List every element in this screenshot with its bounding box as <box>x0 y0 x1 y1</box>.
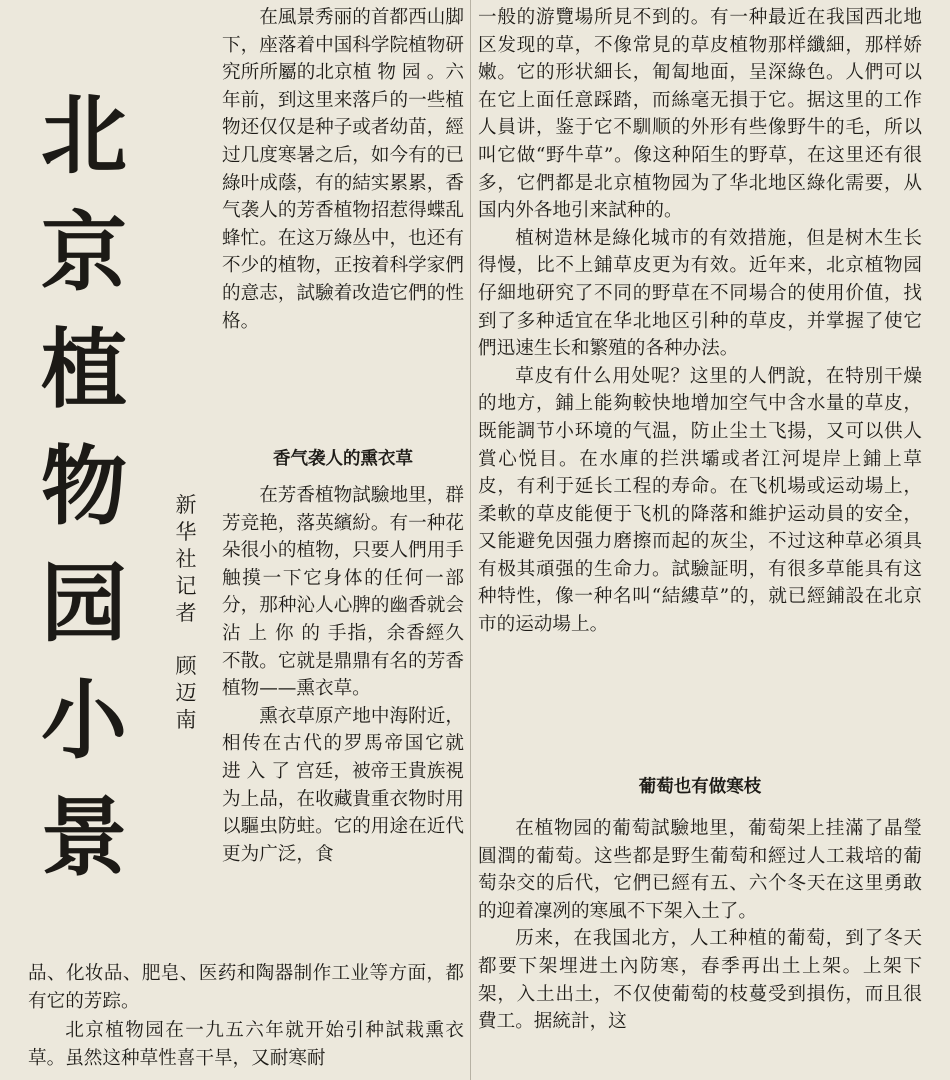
grapes-heading: 葡萄也有做寒枝 <box>638 777 762 797</box>
lavender-paragraph: 在芳香植物試驗地里，群芳竞艳，落英繽紛。有一种花朵很小的植物，只要人們用手触摸一下它身体的任何一部分，那种沁人心脾的幽香就会沾 上 你 的 手指，余香經久不散。它就是鼎鼎有名的芳香植物——熏衣草。 <box>222 485 464 700</box>
intro-paragraph: 在風景秀丽的首都西山脚下，座落着中国科学院植物研究所所屬的北京植 物 园 。六年前，到这里来落戶的一些植物还仅仅是种子或者幼苗，經过几度寒暑之后，如今有的已綠叶成蔭，有的結实累累，香气袭人的芳香植物招惹得蝶乱蜂忙。在这万綠丛中，也还有不少的植物，正按着科学家們的意志，試驗着改造它們的性格。 <box>222 7 464 332</box>
byline <box>166 492 206 734</box>
lavender-paragraph: 熏衣草原产地中海附近，相传在古代的罗馬帝国它就 进 入 了 宫廷，被帝王貴族視为上品，在收藏貴重衣物时用以驅虫防蛀。它的用途在近代更为广泛，食 <box>222 705 464 865</box>
title-char: 植 <box>41 320 127 420</box>
lavender-column <box>222 482 464 868</box>
intro-column <box>222 4 464 335</box>
title-char: 小 <box>41 671 127 771</box>
lavender-bottom-block <box>28 960 464 1074</box>
grass-paragraph: 草皮有什么用处呢？这里的人們說，在特別干燥的地方，鋪上能夠較快地增加空气中含水量的草皮，既能調节小环境的气温，防止尘土飞揚，又可以供人賞心悦目。在水庫的拦洪壩或者江河堤岸上鋪上草皮，有利于延长工程的寿命。在飞机場或运动場上，柔軟的草皮能便于飞机的降落和維护运动員的安全，又能避免因强力磨擦而起的灰尘，不过这种草必須具有极其頑强的生命力。試驗証明，有很多草能具有这种特性，像一种名叫“結縷草”的，就已經鋪設在北京市的运动場上。 <box>478 365 922 636</box>
grapes-paragraph: 历来，在我国北方，人工种植的葡萄，到了冬天都要下架埋进土內防寒，春季再出土上架。上架下架，入土出土，不仅使葡萄的枝蔓受到損伤，而且很費工。据統計，这 <box>478 928 922 1033</box>
byline-char: 新 <box>175 493 197 517</box>
byline-char: 者 <box>175 601 197 625</box>
grapes-column <box>478 815 922 1036</box>
byline-char: 迈 <box>175 681 197 705</box>
byline-char: 社 <box>175 547 197 571</box>
byline-organization <box>166 492 206 627</box>
title-char: 京 <box>41 203 127 303</box>
title-char: 北 <box>41 86 127 186</box>
title-char: 物 <box>41 437 127 537</box>
article-title <box>28 78 140 897</box>
column-divider <box>470 0 471 1080</box>
byline-author <box>166 653 206 734</box>
byline-char: 南 <box>175 708 197 732</box>
title-char: 景 <box>41 788 127 888</box>
grapes-paragraph: 在植物园的葡萄試驗地里，葡萄架上挂滿了晶瑩圓潤的葡萄。这些都是野生葡萄和經过人工栽培的葡萄杂交的后代，它們已經有五、六个冬天在这里勇敢的迎着凜冽的寒風不下架入土了。 <box>478 818 922 922</box>
byline-char: 华 <box>175 520 197 544</box>
grass-column <box>478 4 922 639</box>
grass-paragraph-continued: 一般的游覽場所見不到的。有一种最近在我国西北地区发现的草，不像常見的草皮植物那样纖細，那样娇嫩。它的形状細长，匍匐地面，呈深綠色。人們可以在它上面任意踩踏，而絲毫无損于它。据这里的工作人員讲，鉴于它不馴顺的外形有些像野牛的毛，所以叫它做“野牛草”。像这种陌生的野草，在这里还有很多，它們都是北京植物园为了华北地区綠化需要，从国内外各地引来試种的。 <box>478 7 922 222</box>
grass-paragraph: 植树造林是綠化城市的有效措施，但是树木生长得慢，比不上鋪草皮更为有效。近年来，北京植物园仔細地研究了不同的野草在不同場合的使用价值，找到了多种适宜在华北地区引种的草皮，并掌握了使它們迅速生长和繁殖的各种办法。 <box>478 227 922 360</box>
byline-char: 顾 <box>175 654 197 678</box>
lavender-paragraph: 北京植物园在一九五六年就开始引种試栽熏衣草。虽然这种草性喜干旱，又耐寒耐 <box>28 1019 464 1070</box>
lavender-heading: 香气袭人的熏衣草 <box>273 449 413 469</box>
byline-char: 记 <box>175 574 197 598</box>
title-char: 园 <box>41 554 127 654</box>
lavender-paragraph-continued: 品、化妆品、肥皂、医药和陶器制作工业等方面，都有它的芳踪。 <box>28 963 464 1013</box>
